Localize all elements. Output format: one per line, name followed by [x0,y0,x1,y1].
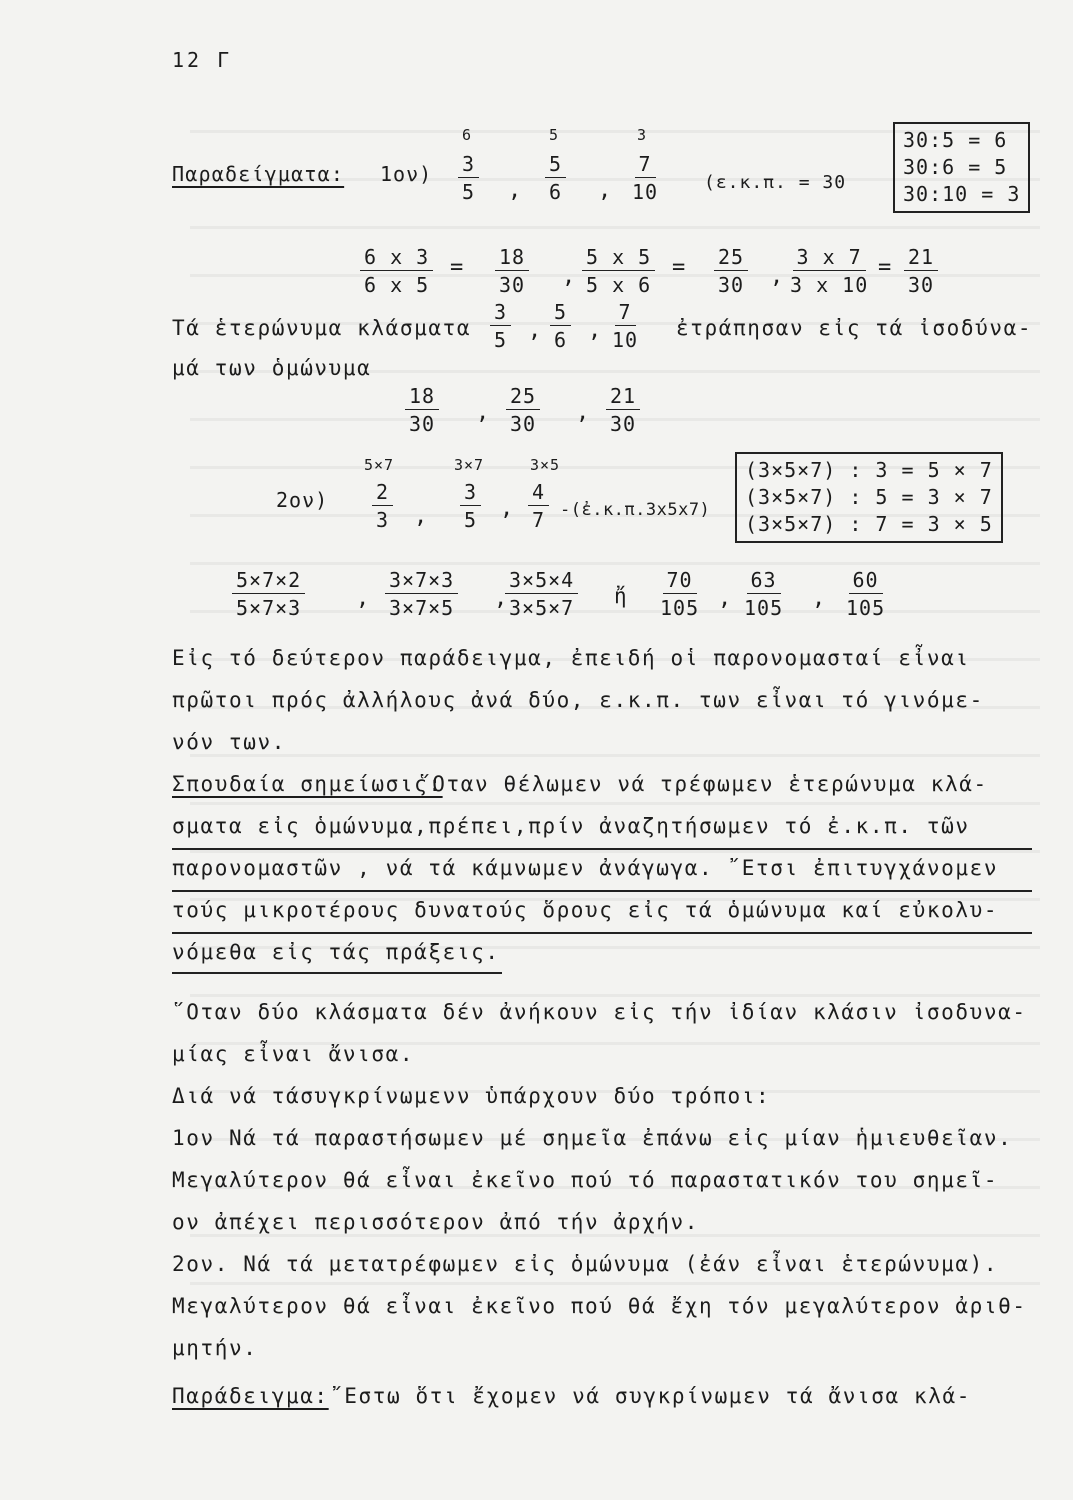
example1-lcm: (ε.κ.π. = 30 [704,172,847,193]
underline [172,848,1032,850]
example2-fraction-2 [460,480,481,532]
denominator: 105 [744,596,784,620]
rule-line: 2ον. Νά τά μετατρέφωμεν εἰς ὁμώνυμα (ἐάν εἶναι ἑτερώνυμα). [172,1252,999,1276]
denominator: 10 [612,328,639,352]
important-line-3: παρονομαστῶν , νά τά κάμνωμεν ἀνάγωγα. ῎Ετσι ἐπιτυγχάνομεν [172,856,999,880]
underline [172,972,502,974]
example2-division-box [735,452,1003,543]
numerator: 7 [615,300,636,326]
rule-line: 1ον Νά τά παραστήσωμεν μέ σημεῖα ἐπάνω εἰς μίαν ἡμιευθεῖαν. [172,1126,1013,1150]
comma: , [718,586,732,611]
denominator: 6 x 5 [364,273,430,297]
important-line-5: νόμεθα εἰς τάς πράξεις. [172,940,500,964]
numerator: 3 [458,152,479,178]
comma: , [528,318,542,343]
underline [172,890,1032,892]
denominator: 10 [632,180,659,204]
numerator: 18 [495,245,529,271]
denominator: 5×7×3 [236,596,302,620]
numerator: 21 [904,245,938,271]
numerator: 5 x 5 [582,245,655,271]
numerator: 3 x 7 [793,245,866,271]
numerator: 3×5×4 [505,568,578,594]
example1-converted-6 [904,245,938,297]
example1-converted-4 [714,245,748,297]
equals: = [672,255,686,280]
comma: , [476,400,490,425]
example1-inline-fraction-3 [608,300,642,352]
important-label: Σπουδαία σημείωσις: [172,772,443,796]
rule-line: Διά νά τάσυγκρίνωμενν ὑπάρχουν δύο τρόποι: [172,1084,771,1108]
example1-inline-fraction-2 [550,300,571,352]
numerator: 21 [606,384,640,410]
numerator: 60 [849,568,883,594]
denominator: 3 x 10 [790,273,869,297]
denominator: 3×5×7 [509,596,575,620]
numerator: 3 [460,480,481,506]
example2-multiplier-3: 3×5 [530,456,561,474]
box-line: (3×5×7) : 5 = 3 × 7 [745,485,993,509]
denominator: 5 [494,328,508,352]
or-word: ἤ [614,584,627,608]
numerator: 2 [372,480,393,506]
numerator: 3 [490,300,511,326]
comma: , [508,178,522,203]
numerator: 7 [635,152,656,178]
rule-line: μίας εἶναι ἄνισα. [172,1042,415,1066]
comma: , [414,504,428,529]
page-number: 12 Γ [172,48,233,72]
example2-converted-1 [232,568,305,620]
example1-converted-2 [495,245,529,297]
equals: = [878,255,892,280]
example1-multiplier-2: 5 [549,126,560,144]
box-line: 30:5 = 6 [903,128,1008,152]
comma: , [770,264,784,289]
numerator: 4 [528,480,549,506]
example2-ordinal: 2ον) [276,488,329,512]
numerator: 5×7×2 [232,568,305,594]
numerator: 18 [405,384,439,410]
example1-fraction-3 [628,152,662,204]
rule-line: Μεγαλύτερον θά εἶναι ἐκεῖνο πού τό παραστατικόν του σημεῖ- [172,1168,999,1192]
important-line-4: τούς μικροτέρους δυνατούς ὅρους εἰς τά ὁμώνυμα καί εὐκολυ- [172,898,999,922]
example2-result-1 [656,568,703,620]
equals: = [450,255,464,280]
example1-sentence-start: Τά ἑτερώνυμα κλάσματα [172,316,472,340]
comma: , [562,264,576,289]
denominator: 6 [549,180,563,204]
denominator: 3×7×5 [389,596,455,620]
important-line-1: ῞Οταν θέλωμεν νά τρέφωμεν ἑτερώνυμα κλά- [418,772,988,796]
numerator: 5 [550,300,571,326]
box-line: 30:6 = 5 [903,155,1008,179]
numerator: 5 [545,152,566,178]
denominator: 30 [908,273,935,297]
final-example-label: Παράδειγμα: [172,1384,329,1408]
example2-multiplier-2: 3×7 [454,456,485,474]
example1-result-2 [506,384,540,436]
denominator: 3 [376,508,390,532]
denominator: 5 x 6 [586,273,652,297]
denominator: 5 [464,508,478,532]
example2-fraction-1 [372,480,393,532]
example1-converted-1 [360,245,433,297]
numerator: 6 x 3 [360,245,433,271]
final-example-text: ῎Εστω ὅτι ἔχομεν νά συγκρίνωμεν τά ἄνισα κλά- [330,1384,971,1408]
example1-multiplier-3: 3 [637,126,648,144]
example2-lcm: -(ἐ.κ.π.3x5x7) [560,500,711,520]
comma: , [598,178,612,203]
numerator: 25 [714,245,748,271]
text-line: Εἰς τό δεύτερον παράδειγμα, ἐπειδή οἱ παρονομασταί εἶναι [172,646,970,670]
example1-sentence-cont: μά των ὁμώνυμα [172,356,372,380]
denominator: 6 [554,328,568,352]
example2-result-3 [842,568,889,620]
example2-multiplier-1: 5×7 [364,456,395,474]
example1-fraction-2 [545,152,566,204]
rule-line: ον ἀπέχει περισσότερον ἀπό τήν ἀρχήν. [172,1210,699,1234]
numerator: 70 [663,568,697,594]
text-line: νόν των. [172,730,286,754]
example2-result-2 [740,568,787,620]
numerator: 63 [747,568,781,594]
rule-line: ῞Οταν δύο κλάσματα δέν ἀνήκουν εἰς τήν ἰδίαν κλάσιν ἰσοδυνα- [172,1000,1027,1024]
example2-fraction-3 [528,480,549,532]
example1-converted-5 [786,245,872,297]
example1-inline-fraction-1 [490,300,511,352]
rule-line: μητήν. [172,1336,258,1360]
box-line: (3×5×7) : 3 = 5 × 7 [745,458,993,482]
box-line: (3×5×7) : 7 = 3 × 5 [745,512,993,536]
underline [172,932,1032,934]
denominator: 5 [462,180,476,204]
comma: , [500,496,514,521]
important-line-2: σματα εἰς ὁμώνυμα,πρέπει,πρίν ἀναζητήσωμεν τό ἐ.κ.π. τῶν [172,814,970,838]
example1-sentence-end: ἐτράπησαν εἰς τά ἰσοδύνα- [676,316,1033,340]
rule-line: Μεγαλύτερον θά εἶναι ἐκεῖνο πού θά ἔχη τόν μεγαλύτερον ἀριθ- [172,1294,1027,1318]
comma: , [576,400,590,425]
example1-fraction-1 [458,152,479,204]
example1-converted-3 [582,245,655,297]
example1-result-3 [606,384,640,436]
denominator: 30 [718,273,745,297]
denominator: 105 [846,596,886,620]
text-line: πρῶτοι πρός ἀλλήλους ἀνά δύο, ε.κ.π. των εἶναι τό γινόμε- [172,688,984,712]
denominator: 30 [610,412,637,436]
denominator: 30 [510,412,537,436]
comma: , [356,586,370,611]
denominator: 105 [660,596,700,620]
box-line: 30:10 = 3 [903,182,1021,206]
numerator: 25 [506,384,540,410]
example1-multiplier-1: 6 [462,126,473,144]
example1-result-1 [405,384,439,436]
comma: , [812,586,826,611]
denominator: 30 [499,273,526,297]
denominator: 30 [409,412,436,436]
examples-label: Παραδείγματα: [172,162,345,186]
numerator: 3×7×3 [385,568,458,594]
comma: , [494,586,508,611]
example2-converted-2 [385,568,458,620]
example2-converted-3 [505,568,578,620]
comma: , [588,318,602,343]
example1-division-box [893,122,1030,213]
example1-ordinal: 1ον) [380,162,433,186]
denominator: 7 [532,508,546,532]
